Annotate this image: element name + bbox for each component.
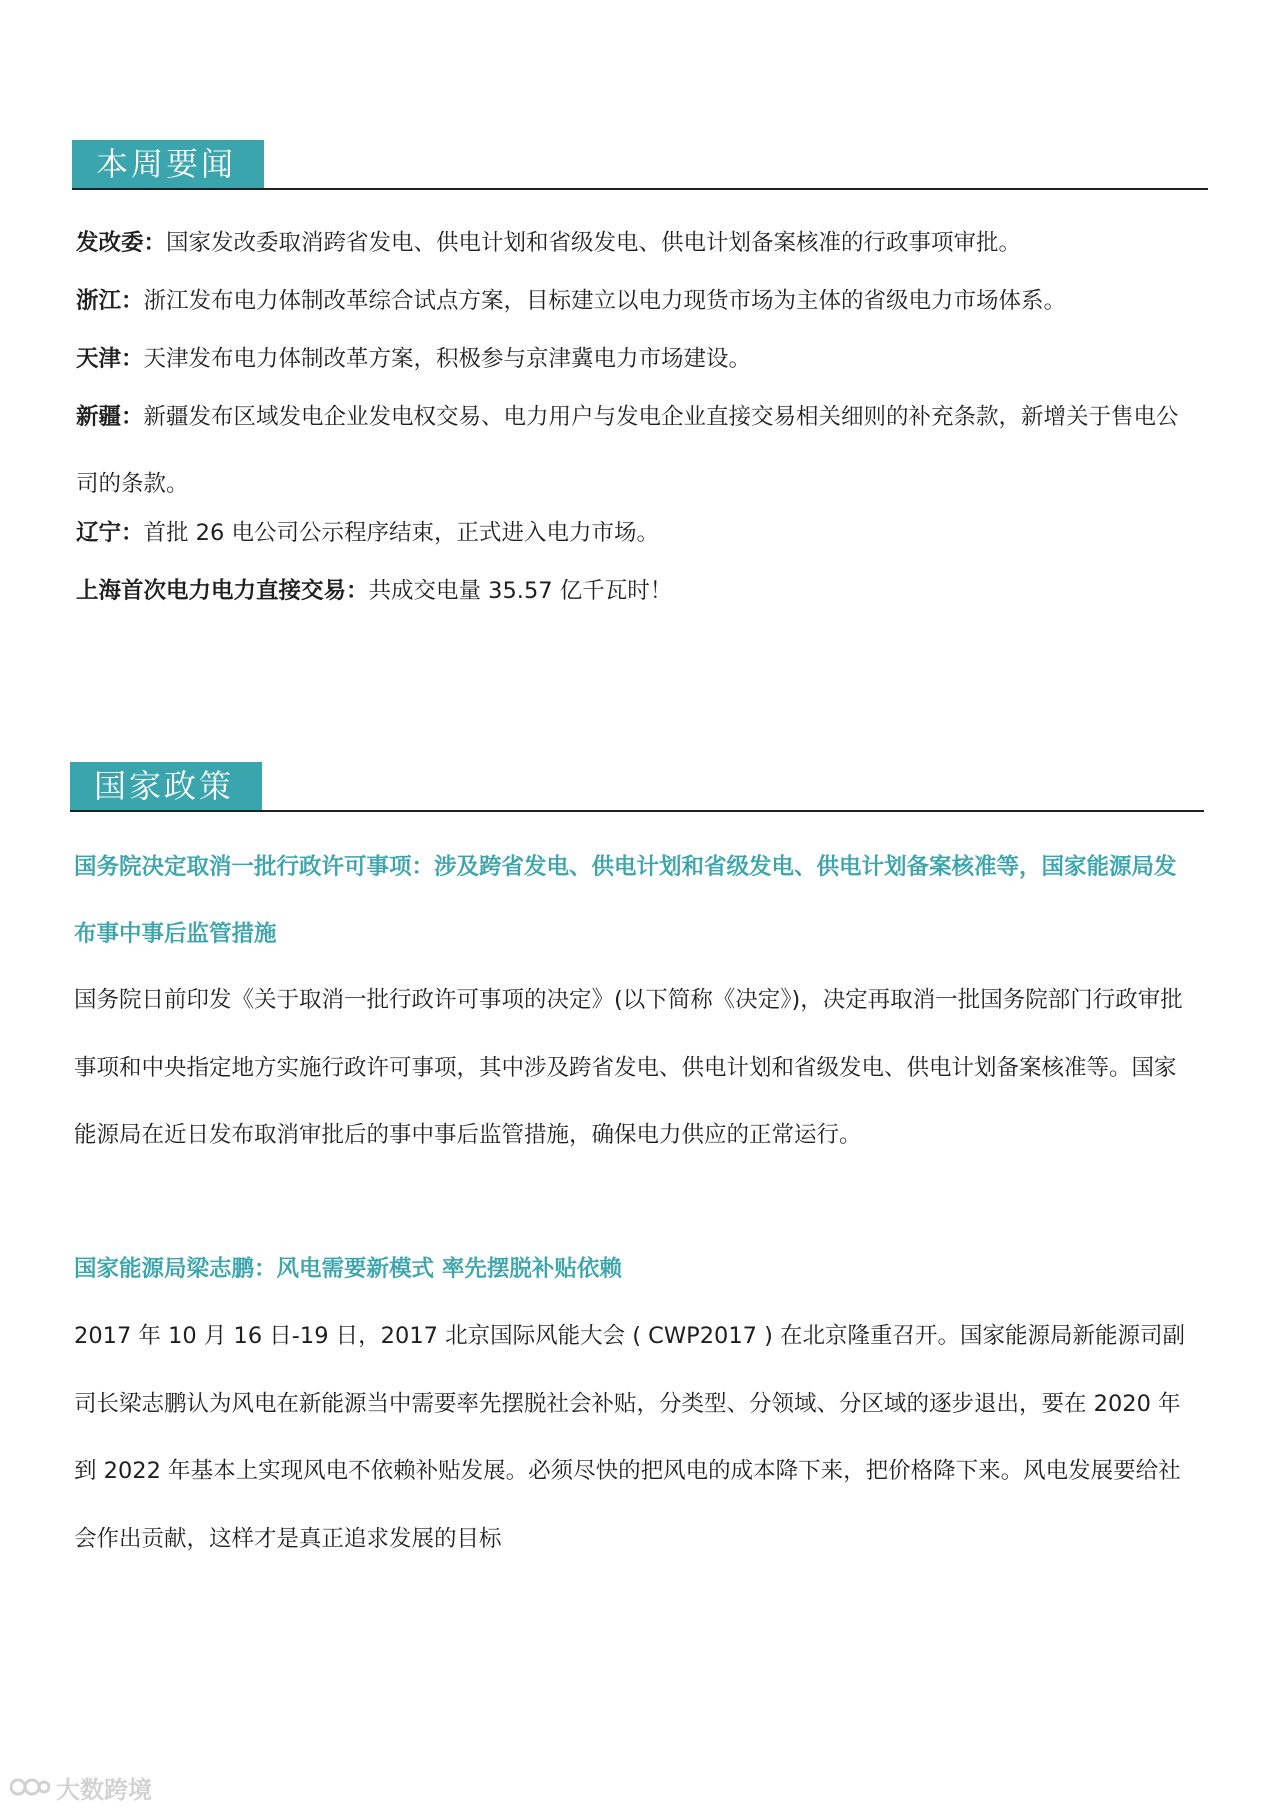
news-item-label: 新疆： <box>76 404 144 430</box>
news-item-text: 浙江发布电力体制改革综合试点方案，目标建立以电力现货市场为主体的省级电力市场体系。 <box>143 288 1067 314</box>
news-item-text: 共成交电量 35.57 亿千瓦时！ <box>368 578 673 604</box>
section-header-weekly-news <box>72 140 1208 190</box>
news-item-text: 天津发布电力体制改革方案，积极参与京津冀电力市场建设。 <box>143 346 752 372</box>
section-title: 国家政策 <box>70 762 262 810</box>
news-item <box>76 268 1186 335</box>
article-title: 国家能源局梁志鹏：风电需要新模式 率先摆脱补贴依赖 <box>74 1256 622 1282</box>
article-body: 2017 年 10 月 16 日-19 日，2017 北京国际风能大会 ( CWP2017 ) 在北京隆重召开。国家能源局新能源司副司长梁志鹏认为风电在新能源当中需要率先摆脱社会补贴，分类型、分领域、分区域的逐步退出，要在 2020 年到 2022 年基本上实现风电不依赖补贴发展。必须尽快的把风电的成本降下来，把价格降下来。风电发展要给社会作出贡献，这样才是真正追求发展的目标 <box>74 1323 1186 1552</box>
news-item <box>76 210 1186 277</box>
news-item-label: 天津： <box>76 346 144 372</box>
brand-logo-icon <box>10 1772 50 1802</box>
news-item <box>76 558 1186 625</box>
news-item <box>76 500 1186 567</box>
news-item-text: 新疆发布区域发电企业发电权交易、电力用户与发电企业直接交易相关细则的补充条款，新增关于售电公司的条款。 <box>76 404 1179 497</box>
news-item-text: 首批 26 电公司公示程序结束，正式进入电力市场。 <box>143 520 659 546</box>
watermark <box>10 1770 152 1804</box>
section-title: 本周要闻 <box>72 140 264 188</box>
news-item <box>76 384 1186 518</box>
news-item <box>76 326 1186 393</box>
article-body: 国务院日前印发《关于取消一批行政许可事项的决定》(以下简称《决定》)，决定再取消一批国务院部门行政审批事项和中央指定地方实施行政许可事项，其中涉及跨省发电、供电计划和省级发电、供电计划备案核准等。国家能源局在近日发布取消审批后的事中事后监管措施，确保电力供应的正常运行。 <box>74 987 1183 1148</box>
watermark-text: 大数跨境 <box>56 1775 152 1804</box>
news-item-label: 上海首次电力电力直接交易： <box>76 578 369 604</box>
news-item-label: 浙江： <box>76 288 144 314</box>
section-header-national-policy <box>70 762 1204 812</box>
article-title: 国务院决定取消一批行政许可事项：涉及跨省发电、供电计划和省级发电、供电计划备案核准等，国家能源局发布事中事后监管措施 <box>74 854 1177 947</box>
news-item-text: 国家发改委取消跨省发电、供电计划和省级发电、供电计划备案核准的行政事项审批。 <box>166 230 1022 256</box>
news-item-label: 辽宁： <box>76 520 144 546</box>
news-item-label: 发改委： <box>76 230 167 256</box>
